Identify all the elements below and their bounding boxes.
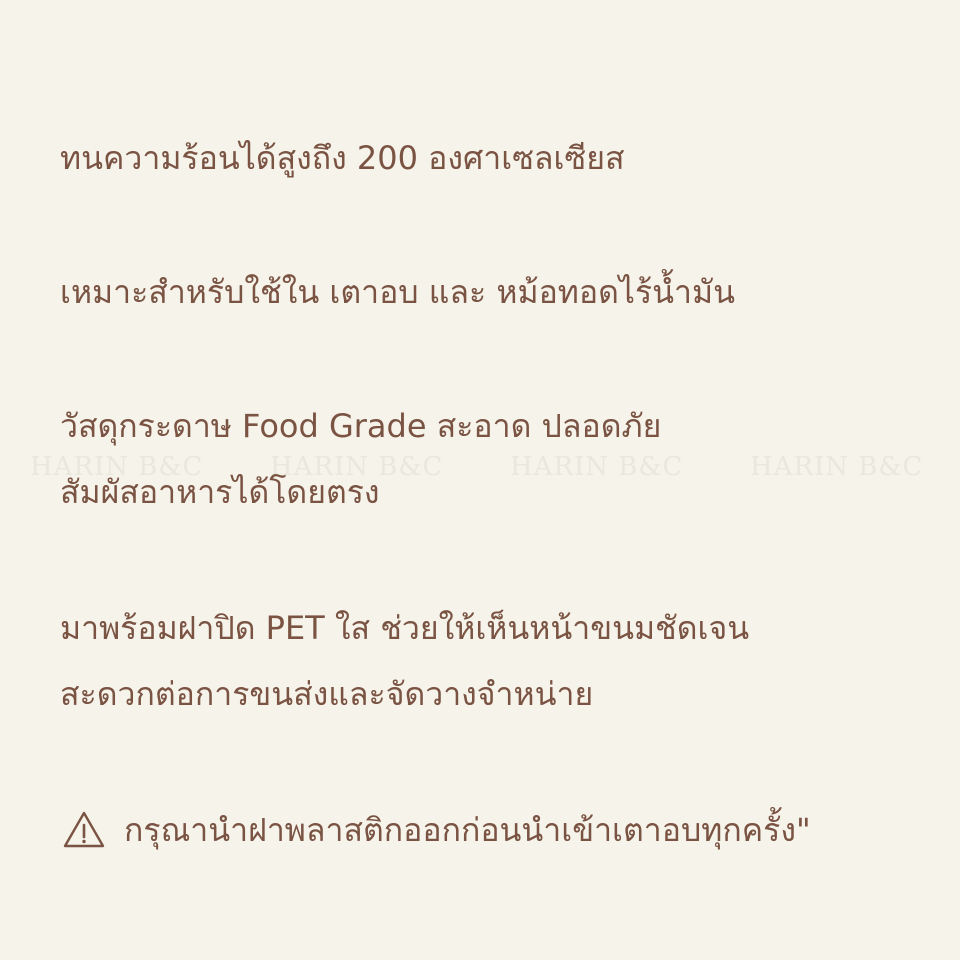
heat-resistance-text: ทนความร้อนได้สูงถึง 200 องศาเซลเซียส: [60, 139, 625, 177]
lid-text-line-1: มาพร้อมฝาปิด PET ใส ช่วยให้เห็นหน้าขนมชัดเจน: [60, 609, 750, 647]
warning-triangle-icon: [62, 810, 106, 850]
warning-text: กรุณานำฝาพลาสติกออกก่อนนำเข้าเตาอบทุกครั้ง": [124, 811, 811, 849]
watermark-text: HARIN B&C: [30, 452, 204, 482]
watermark-text: HARIN B&C: [510, 452, 684, 482]
watermark-text: HARIN B&C: [750, 452, 924, 482]
suitable-for-text: เหมาะสำหรับใช้ใน เตาอบ และ หม้อทอดไร้น้ำมัน: [60, 273, 735, 311]
lid-text-line-2: สะดวกต่อการขนส่งและจัดวางจำหน่าย: [60, 675, 594, 713]
watermark-text: HARIN B&C: [270, 452, 444, 482]
warning-note: [62, 806, 811, 854]
material-text-line-1: วัสดุกระดาษ Food Grade สะอาด ปลอดภัย: [60, 407, 662, 445]
material-text-line-2: สัมผัสอาหารได้โดยตรง: [60, 473, 380, 511]
